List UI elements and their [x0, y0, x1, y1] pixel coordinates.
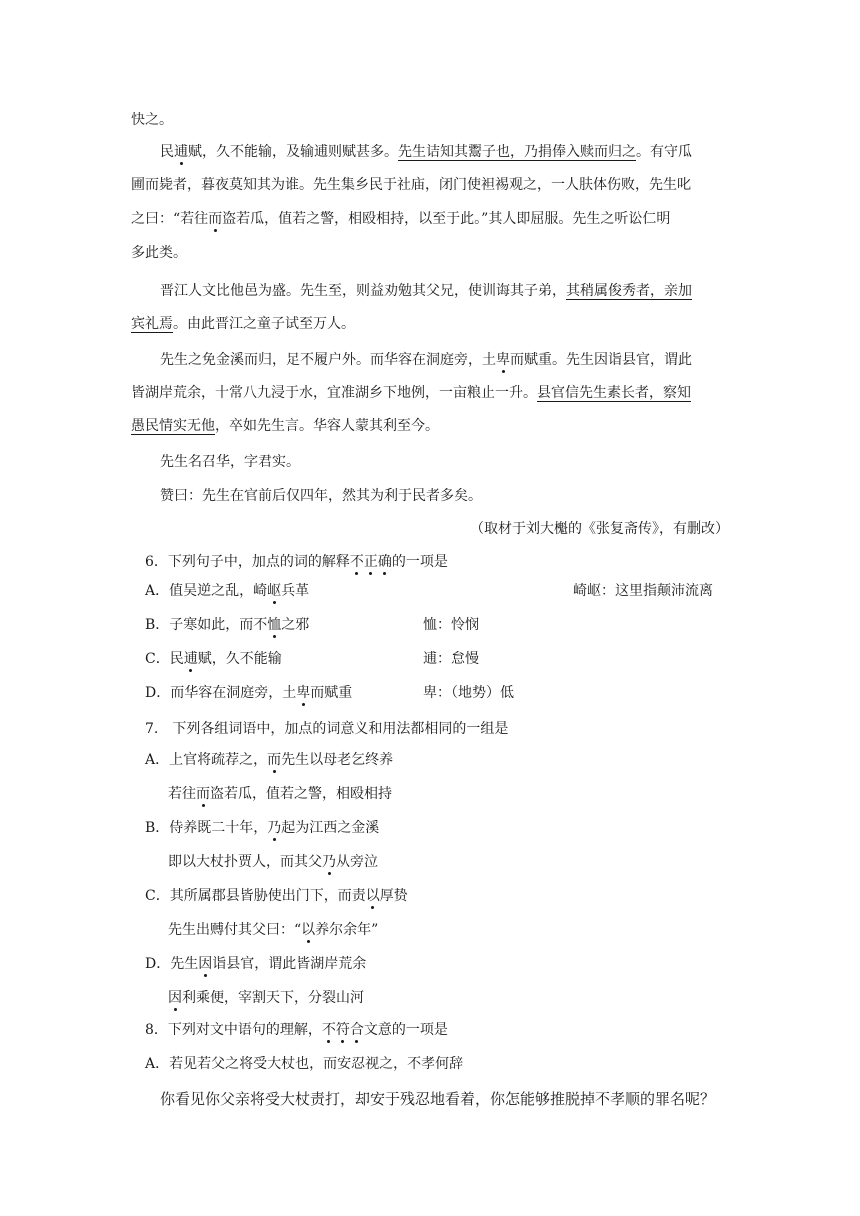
passage-paragraph-line: 民逋赋，久不能输，及输逋则赋甚多。先生诘知其鬻子也，乃捐俸入赎而归之。有守瓜	[160, 144, 692, 160]
passage-line: 圃而毙者，暮夜莫知其为谁。先生集乡民于社庙，闭门使袒裼观之，一人肤体伤败，先生叱	[131, 177, 691, 193]
passage-paragraph-line: 先生名召华，字君实。	[160, 454, 300, 470]
option-gloss: 卑：（地势）低	[423, 685, 514, 701]
question-7-option-b-line2: 即以大杖扑贾人，而其父乃从旁泣	[168, 854, 378, 870]
underlined-sentence: 宾礼焉	[131, 316, 173, 332]
passage-paragraph-line: 先生之免金溪而归，足不履户外。而华容在洞庭旁，土卑而赋重。先生因诣县官，谓此	[160, 352, 692, 368]
question-8-stem: 8．下列对文中语句的理解，不符合文意的一项是	[145, 1022, 448, 1038]
question-7-option-c-line1: C．其所属郡县皆胁使出门下，而责以厚贽	[145, 888, 408, 904]
question-7-option-b-line1: B．侍养既二十年，乃起为江西之金溪	[145, 820, 380, 836]
question-7-option-d-line1: D．先生因诣县官，谓此皆湖岸荒余	[145, 956, 367, 972]
passage-paragraph-line: 赞曰：先生在官前后仅四年，然其为利于民者多矣。	[160, 488, 482, 504]
question-8-option-a-translation: 你看见你父亲将受大杖责打，却安于残忍地看着，你怎能够推脱掉不孝顺的罪名呢？	[160, 1090, 716, 1108]
passage-line: 之曰：“若往而盗若瓜，值若之警，相殴相持，以至于此。”其人即屈服。先生之听讼仁明	[131, 211, 671, 227]
option-gloss: 崎岖：这里指颠沛流离	[573, 583, 713, 599]
passage-line: 多此类。	[131, 245, 187, 261]
question-7-option-d-line2: 因利乘便，宰割天下，分裂山河	[168, 990, 364, 1006]
underlined-sentence: 愚民情实无他	[131, 418, 215, 434]
underlined-sentence: 其稍属俊秀者，亲加	[566, 283, 692, 299]
passage-line: 快之。	[131, 112, 173, 128]
source-citation: （取材于刘大櫆的《张复斋传》，有删改）	[470, 521, 729, 537]
option-gloss: 恤：怜悯	[423, 617, 479, 633]
question-8-option-a: A．若见若父之将受大杖也，而安忍视之，不孝何辞	[145, 1056, 464, 1072]
question-6-option-d: D．而华容在洞庭旁，土卑而赋重 卑：（地势）低	[145, 685, 514, 701]
question-6-option-b: B．子寒如此，而不恤之邪 恤：怜悯	[145, 617, 479, 633]
passage-line: 皆湖岸荒余，十常八九浸于水，宜准湖乡下地例，一亩粮止一升。县官信先生素长者，察知	[131, 385, 691, 401]
passage-paragraph-line: 晋江人文比他邑为盛。先生至，则益劝勉其父兄，使训诲其子弟，其稍属俊秀者，亲加	[160, 283, 692, 299]
passage-line: 愚民情实无他，卒如先生言。华容人蒙其利至今。	[131, 418, 439, 434]
question-7-option-a-line2: 若往而盗若瓜，值若之警，相殴相持	[168, 786, 392, 802]
underlined-sentence: 县官信先生素长者，察知	[537, 385, 691, 401]
question-6-option-c: C．民逋赋，久不能输 逋：怠慢	[145, 651, 479, 667]
question-7-option-a-line1: A．上官将疏荐之，而先生以母老乞终养	[145, 752, 394, 768]
question-7-option-c-line2: 先生出赙付其父曰：“以养尔余年”	[168, 922, 379, 938]
passage-line: 宾礼焉。由此晋江之童子试至万人。	[131, 316, 355, 332]
underlined-sentence: 先生诘知其鬻子也，乃捐俸入赎而归之	[398, 144, 636, 160]
question-6-option-a: A．值吴逆之乱，崎岖兵革 崎岖：这里指颠沛流离	[145, 583, 713, 599]
question-7-stem: 7. 下列各组词语中，加点的词意义和用法都相同的一组是	[145, 721, 509, 737]
question-6-stem: 6．下列句子中，加点的词的解释不正确的一项是	[145, 554, 448, 570]
option-gloss: 逋：怠慢	[423, 651, 479, 667]
